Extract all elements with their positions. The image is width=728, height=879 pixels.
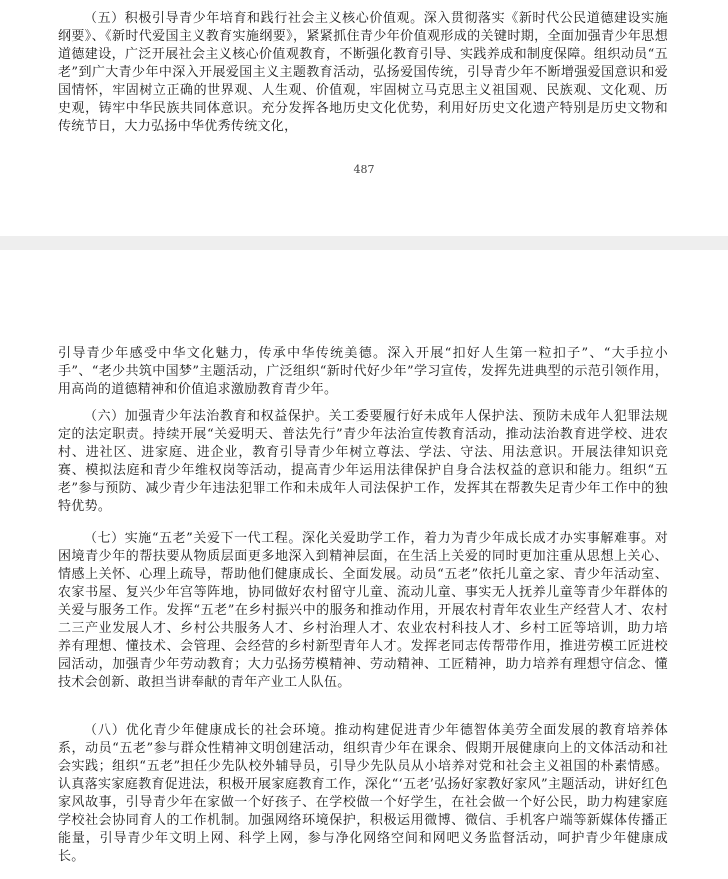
page-number: 487 (353, 163, 375, 176)
paragraph-five-text: （五）积极引导青少年培育和践行社会主义核心价值观。深入贯彻落实《新时代公民道德建设实施纲要》、《新时代爱国主义教育实施纲要》，紧紧抓住青少年价值观形成的关键时期，全面加强青少年思想道德建设，广泛开展社会主义核心价值观教育，不断强化教育引导、实践养成和制度保障。组织动员“五老”到广大青少年中深入开展爱国主义主题教育活动，弘扬爱国传统，引导青少年不断增强爱国意识和爱国情怀，牢固树立正确的世界观、人生观、价值观，牢固树立马克思主义祖国观、民族观、文化观、历史观，铸牢中华民族共同体意识。充分发挥各地历史文化优势，利用好历史文化遗产特别是历史文物和传统节日，大力弘扬中华优秀传统文化， (58, 11, 668, 134)
paragraph-continuation-text: 引导青少年感受中华文化魅力，传承中华传统美德。深入开展“扣好人生第一粒扣子”、“大手拉小手”、“老少共筑中国梦”主题活动，广泛组织“新时代好少年”学习宣传，发挥先进典型的示范引领作用，用高尚的道德精神和价值追求激励教育青少年。 (58, 346, 668, 397)
paragraph-six-text: （六）加强青少年法治教育和权益保护。关工委要履行好未成年人保护法、预防未成年人犯罪法规定的法定职责。持续开展“关爱明天、普法先行”青少年法治宣传教育活动，推动法治教育进学校、进农村、进社区、进家庭、进企业，教育引导青少年树立尊法、学法、守法、用法意识。开展法律知识竞赛、模拟法庭和青少年维权岗等活动，提高青少年运用法律保护自身合法权益的意识和能力。组织“五老”参与预防、减少青少年违法犯罪工作和未成年人司法保护工作，发挥其在帮教失足青少年工作中的独特优势。 (58, 409, 668, 514)
paragraph-continuation (58, 345, 668, 399)
paragraph-seven (58, 530, 668, 692)
paragraph-eight (58, 722, 668, 866)
paragraph-five (58, 10, 668, 136)
paragraph-eight-text: （八）优化青少年健康成长的社会环境。推动构建促进青少年德智体美劳全面发展的教育培养体系，动员“五老”参与群众性精神文明创建活动，组织青少年在课余、假期开展健康向上的文体活动和社会实践；组织“五老”担任少先队校外辅导员，引导少先队员从小培养对党和社会主义祖国的朴素情感。认真落实家庭教育促进法，积极开展家庭教育工作，深化“‘五老’弘扬好家教好家风”主题活动，讲好红色家风故事，引导青少年在家做一个好孩子、在学校做一个好学生，在社会做一个好公民，助力构建家庭学校社会协同育人的工作机制。加强网络环境保护，积极运用微博、微信、手机客户端等新媒体传播正能量，引导青少年文明上网、科学上网，参与净化网络空间和网吧义务监督活动，呵护青少年健康成长。 (58, 723, 668, 864)
page-separator (0, 236, 728, 250)
paragraph-seven-text: （七）实施“五老”关爱下一代工程。深化关爱助学工作，着力为青少年成长成才办实事解难事。对困境青少年的帮扶要从物质层面更多地深入到精神层面，在生活上关爱的同时更加注重从思想上关心、情感上关怀、心理上疏导，帮助他们健康成长、全面发展。动员“五老”依托儿童之家、青少年活动室、农家书屋、复兴少年宫等阵地，协同做好农村留守儿童、流动儿童、事实无人抚养儿童等青少年群体的关爱与服务工作。发挥“五老”在乡村振兴中的服务和推动作用，开展农村青年农业生产经营人才、农村二三产业发展人才、乡村公共服务人才、乡村治理人才、农业农村科技人才、乡村工匠等培训，助力培养有理想、懂技术、会管理、会经营的乡村新型青年人才。发挥老同志传帮带作用，推进劳模工匠进校园活动，加强青少年劳动教育；大力弘扬劳模精神、劳动精神、工匠精神，助力培养有理想守信念、懂技术会创新、敢担当讲奉献的青年产业工人队伍。 (58, 531, 668, 690)
paragraph-six (58, 408, 668, 516)
